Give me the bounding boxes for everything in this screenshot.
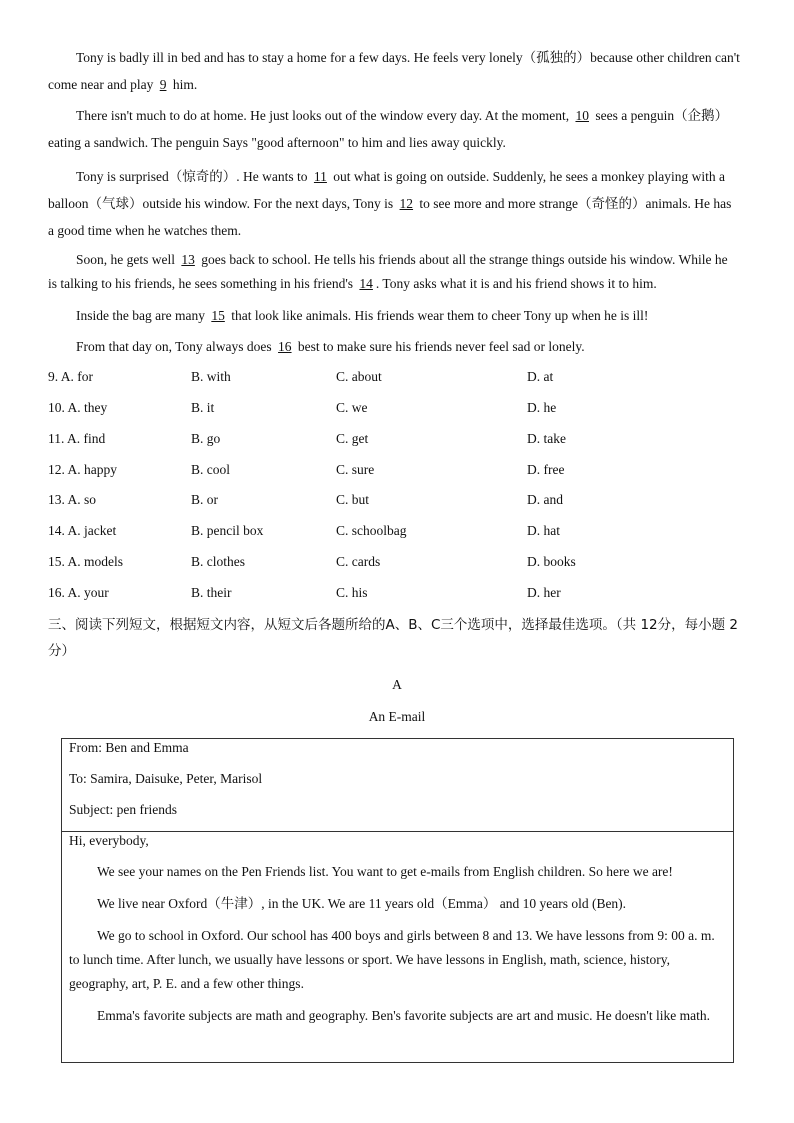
passage-paragraph-2: There isn't much to do at home. He just looks out of the window every day. At the moment, 10 sees a penguin（企鹅）eating a sandwich. The penguin Says "good afternoon" to him and lies away quickly.: [48, 102, 740, 156]
email-box: [61, 738, 734, 1063]
section-3-title: 三、阅读下列短文，根据短文内容，从短文后各题所给的A、B、C三个选项中，选择最佳选项。（共 12分，每小题 2分）: [48, 617, 739, 659]
blank-9: 9: [159, 77, 167, 92]
email-subject: Subject: pen friends: [69, 802, 177, 817]
question-12: 12. A. happy B. cool C. sure D. free: [48, 462, 565, 477]
question-13: 13. A. so B. or C. but D. and: [48, 492, 563, 507]
question-11: 11. A. find B. go C. get D. take: [48, 431, 566, 446]
blank-13: 13: [181, 252, 195, 267]
blank-15: 15: [211, 308, 225, 323]
email-to: To: Samira, Daisuke, Peter, Marisol: [69, 771, 263, 786]
passage-title: An E-mail: [368, 709, 426, 724]
email-header: [62, 739, 733, 832]
question-15: 15. A. models B. clothes C. cards D. books: [48, 554, 576, 569]
passage-paragraph-6: From that day on, Tony always does 16 best to make sure his friends never feel sad or lonely.: [48, 333, 740, 360]
blank-14: 14: [359, 276, 373, 291]
email-body-4: Emma's favorite subjects are math and geography. Ben's favorite subjects are art and music. He doesn't like math.: [97, 1008, 710, 1023]
email-body-2: We live near Oxford（牛津）, in the UK. We are 11 years old（Emma） and 10 years old (Ben).: [97, 896, 627, 911]
email-greeting: Hi, everybody,: [69, 833, 149, 848]
blank-10: 10: [575, 108, 589, 123]
blank-16: 16: [278, 339, 292, 354]
question-10: 10. A. they B. it C. we D. he: [48, 400, 557, 415]
passage-paragraph-3: Tony is surprised（惊奇的）. He wants to 11 out what is going on outside. Suddenly, he sees a monkey playing with a balloon（气球）outside his window. For the next days, Tony is 12 to see more and more strange（奇怪的）animals. He has a good time when he watches them.: [48, 163, 740, 244]
blank-12: 12: [399, 196, 414, 211]
blank-11: 11: [313, 169, 327, 184]
part-label: A: [392, 677, 402, 692]
email-body-3: We go to school in Oxford. Our school has 400 boys and girls between 8 and 13. We have lessons from 9: 00 a. m. to lunch time. After lunch, we usually have lessons or sport. We have lessons in English, math, science, history, geography, art, P. E. and a few other things.: [69, 928, 715, 991]
question-14: 14. A. jacket B. pencil box C. schoolbag D. hat: [48, 523, 560, 538]
question-9: 9. A. for B. with C. about D. at: [48, 369, 554, 384]
passage-paragraph-1: Tony is badly ill in bed and has to stay a home for a few days. He feels very lonely（孤独的）because other children can't come near and play 9 him.: [48, 44, 740, 98]
email-from: From: Ben and Emma: [69, 740, 189, 755]
passage-paragraph-4: Soon, he gets well 13 goes back to school. He tells his friends about all the strange things outside his window. While he is talking to his friends, he sees something in his friend's 14 . Tony asks what it is and his friend shows it to him.: [48, 248, 740, 296]
question-16: 16. A. your B. their C. his D. her: [48, 585, 561, 600]
email-body-1: We see your names on the Pen Friends list. You want to get e-mails from English children. So here we are!: [97, 864, 673, 879]
passage-paragraph-5: Inside the bag are many 15 that look like animals. His friends wear them to cheer Tony up when he is ill!: [48, 302, 740, 329]
